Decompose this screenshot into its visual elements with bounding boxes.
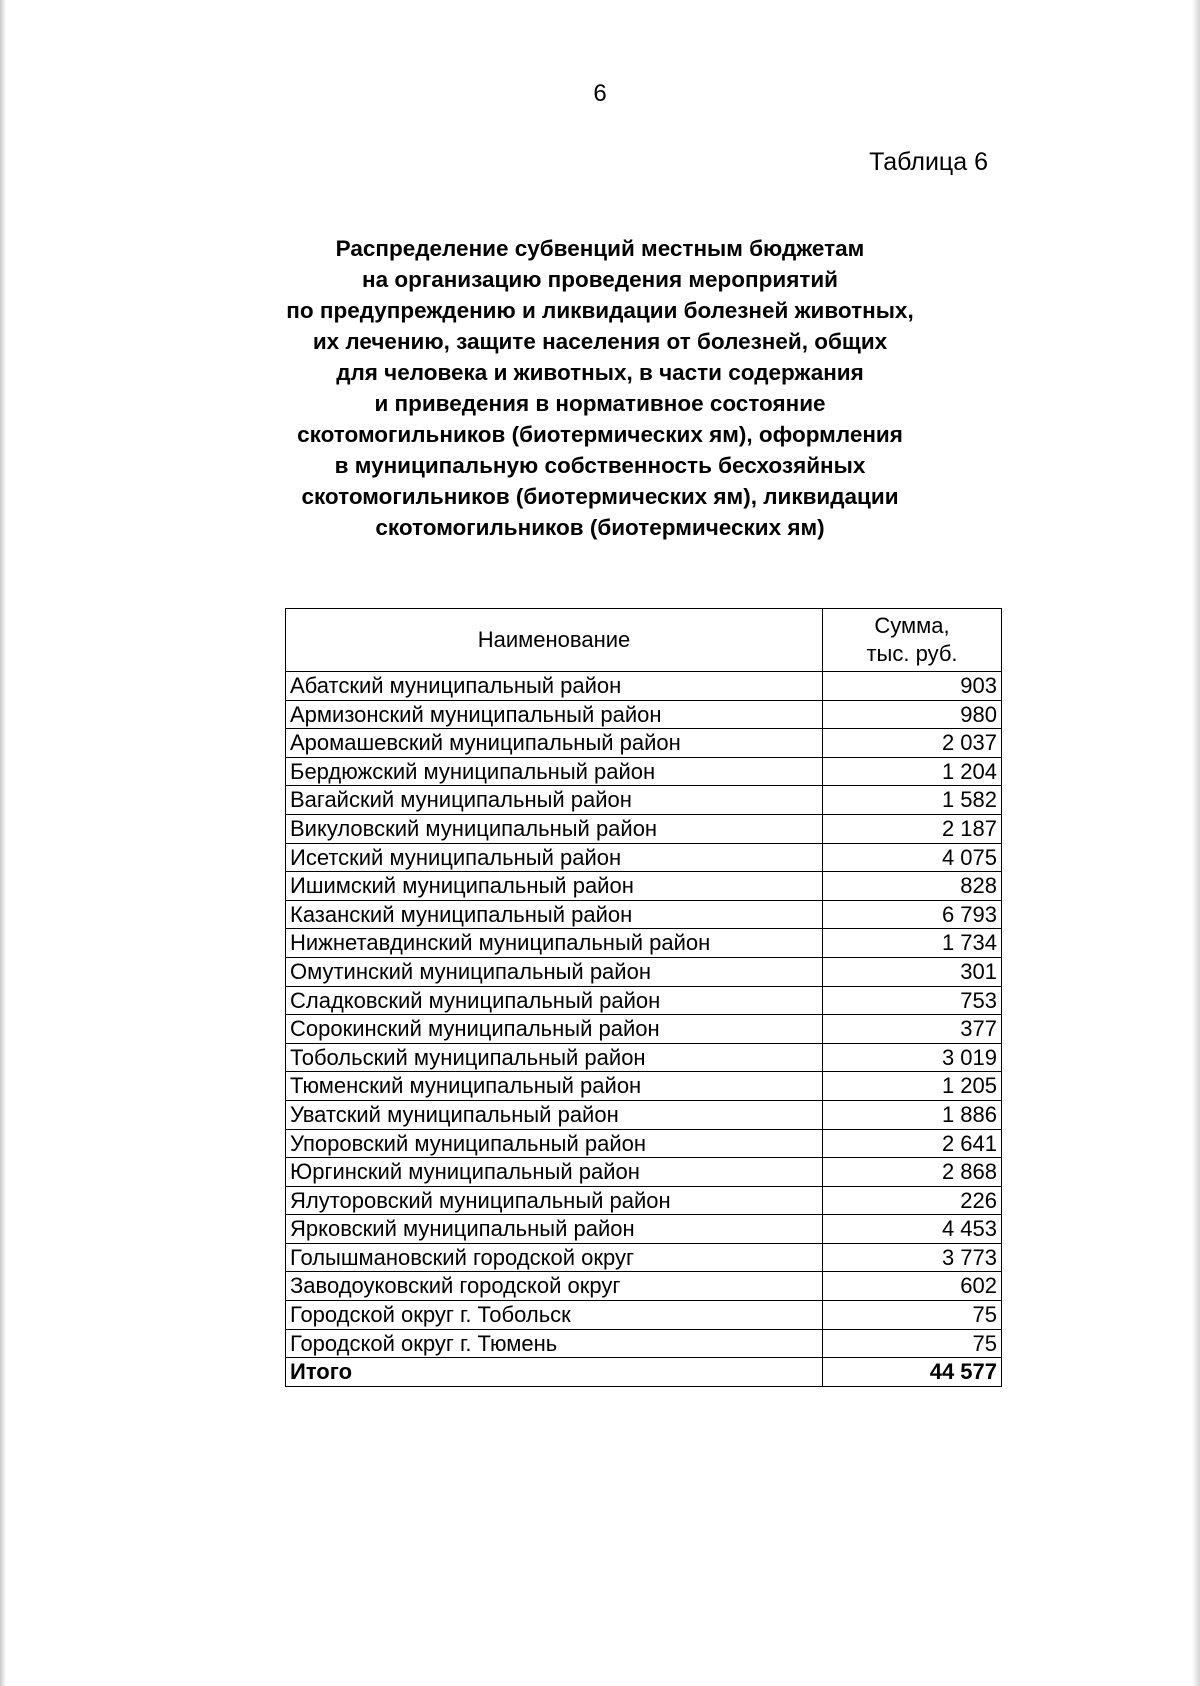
table-row xyxy=(286,1329,1002,1358)
title-line: скотомогильников (биотермических ям), оформления xyxy=(297,422,903,447)
table-row xyxy=(286,957,1002,986)
total-label: Итого xyxy=(286,1358,823,1387)
row-sum: 2 641 xyxy=(823,1129,1002,1158)
row-name: Казанский муниципальный район xyxy=(286,900,823,929)
row-sum: 1 886 xyxy=(823,1100,1002,1129)
row-sum: 301 xyxy=(823,957,1002,986)
row-sum: 980 xyxy=(823,700,1002,729)
title-line: скотомогильников (биотермических ям), ликвидации xyxy=(301,484,899,509)
table-row xyxy=(286,1129,1002,1158)
row-name: Абатский муниципальный район xyxy=(286,672,823,701)
row-sum: 4 453 xyxy=(823,1215,1002,1244)
row-name: Упоровский муниципальный район xyxy=(286,1129,823,1158)
table-row xyxy=(286,1243,1002,1272)
row-name: Аромашевский муниципальный район xyxy=(286,729,823,758)
row-name: Вагайский муниципальный район xyxy=(286,786,823,815)
row-name: Викуловский муниципальный район xyxy=(286,814,823,843)
document-title xyxy=(250,233,950,543)
total-row xyxy=(286,1358,1002,1387)
table-row xyxy=(286,1272,1002,1301)
table-row xyxy=(286,1100,1002,1129)
table-row xyxy=(286,843,1002,872)
title-line: по предупреждению и ликвидации болезней животных, xyxy=(286,298,914,323)
row-sum: 4 075 xyxy=(823,843,1002,872)
table-row xyxy=(286,1043,1002,1072)
row-sum: 828 xyxy=(823,872,1002,901)
row-sum: 602 xyxy=(823,1272,1002,1301)
table-row xyxy=(286,786,1002,815)
row-name: Городской округ г. Тобольск xyxy=(286,1301,823,1330)
row-sum: 75 xyxy=(823,1329,1002,1358)
total-sum: 44 577 xyxy=(823,1358,1002,1387)
row-name: Ялуторовский муниципальный район xyxy=(286,1186,823,1215)
title-line: и приведения в нормативное состояние xyxy=(374,391,826,416)
row-name: Юргинский муниципальный район xyxy=(286,1158,823,1187)
header-sum-line1: Сумма, xyxy=(874,613,950,638)
table-row xyxy=(286,986,1002,1015)
row-name: Армизонский муниципальный район xyxy=(286,700,823,729)
table-row xyxy=(286,872,1002,901)
row-name: Городской округ г. Тюмень xyxy=(286,1329,823,1358)
title-line: для человека и животных, в части содержания xyxy=(336,360,864,385)
row-name: Заводоуковский городской округ xyxy=(286,1272,823,1301)
row-sum: 1 734 xyxy=(823,929,1002,958)
row-sum: 2 037 xyxy=(823,729,1002,758)
title-line: Распределение субвенций местным бюджетам xyxy=(335,236,865,261)
header-sum-line2: тыс. руб. xyxy=(866,641,958,666)
row-sum: 2 187 xyxy=(823,814,1002,843)
table-row xyxy=(286,814,1002,843)
distribution-table xyxy=(285,608,1002,1387)
scan-edge-left xyxy=(0,0,6,1686)
table-header-row xyxy=(286,609,1002,672)
row-sum: 2 868 xyxy=(823,1158,1002,1187)
row-name: Омутинский муниципальный район xyxy=(286,957,823,986)
table-row xyxy=(286,729,1002,758)
title-line: скотомогильников (биотермических ям) xyxy=(375,515,825,540)
table-row xyxy=(286,900,1002,929)
row-sum: 753 xyxy=(823,986,1002,1015)
row-sum: 75 xyxy=(823,1301,1002,1330)
table-row xyxy=(286,672,1002,701)
table-row xyxy=(286,1015,1002,1044)
table-row xyxy=(286,1301,1002,1330)
row-sum: 903 xyxy=(823,672,1002,701)
row-name: Бердюжский муниципальный район xyxy=(286,757,823,786)
row-sum: 1 204 xyxy=(823,757,1002,786)
row-name: Сорокинский муниципальный район xyxy=(286,1015,823,1044)
scan-edge-right xyxy=(1192,0,1200,1686)
row-name: Исетский муниципальный район xyxy=(286,843,823,872)
header-sum xyxy=(823,609,1002,672)
table-row xyxy=(286,757,1002,786)
table-body xyxy=(286,672,1002,1358)
row-sum: 6 793 xyxy=(823,900,1002,929)
title-line: их лечению, защите населения от болезней, общих xyxy=(312,329,888,354)
row-sum: 3 019 xyxy=(823,1043,1002,1072)
title-line: на организацию проведения мероприятий xyxy=(361,267,839,292)
header-name: Наименование xyxy=(286,609,823,672)
row-name: Ярковский муниципальный район xyxy=(286,1215,823,1244)
row-name: Ишимский муниципальный район xyxy=(286,872,823,901)
row-sum: 3 773 xyxy=(823,1243,1002,1272)
row-name: Голышмановский городской округ xyxy=(286,1243,823,1272)
row-name: Тобольский муниципальный район xyxy=(286,1043,823,1072)
row-name: Тюменский муниципальный район xyxy=(286,1072,823,1101)
table-label: Таблица 6 xyxy=(869,148,988,176)
title-line: в муниципальную собственность бесхозяйных xyxy=(334,453,866,478)
table-row xyxy=(286,1215,1002,1244)
row-name: Сладковский муниципальный район xyxy=(286,986,823,1015)
row-sum: 1 582 xyxy=(823,786,1002,815)
table-row xyxy=(286,700,1002,729)
table-row xyxy=(286,1072,1002,1101)
row-sum: 1 205 xyxy=(823,1072,1002,1101)
table-row xyxy=(286,1186,1002,1215)
table-row xyxy=(286,929,1002,958)
page-number: 6 xyxy=(593,80,607,107)
row-sum: 226 xyxy=(823,1186,1002,1215)
table-row xyxy=(286,1158,1002,1187)
row-name: Уватский муниципальный район xyxy=(286,1100,823,1129)
row-sum: 377 xyxy=(823,1015,1002,1044)
row-name: Нижнетавдинский муниципальный район xyxy=(286,929,823,958)
